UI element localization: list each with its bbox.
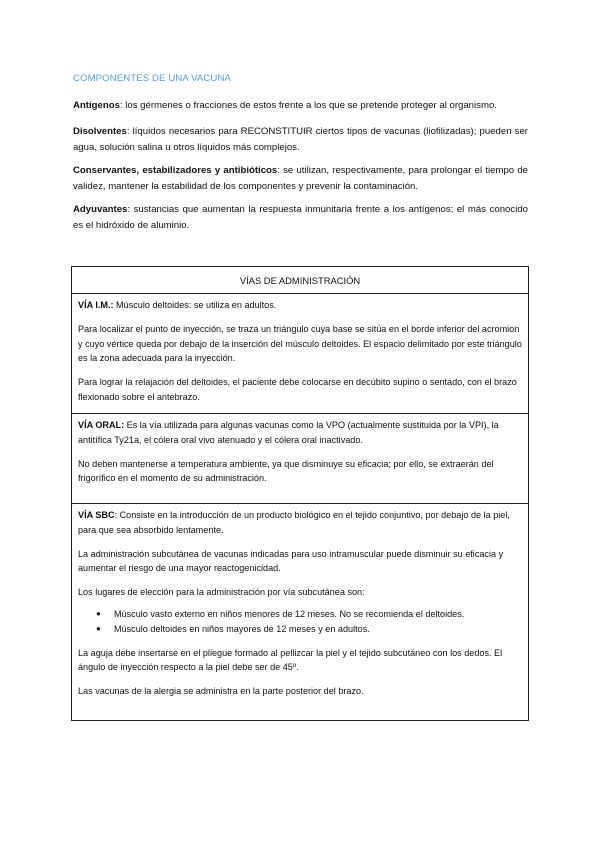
list-item-text: Músculo deltoides en niños mayores de 12 meses y en adultos.	[114, 624, 370, 635]
component-disolventes	[73, 124, 528, 155]
component-text: : líquidos necesarios para RECONSTITUIR ciertos tipos de vacunas (liofilizadas); pueden ser agua, solución salina u otros líquidos más complejos.	[73, 126, 528, 153]
component-adyuvantes	[73, 202, 528, 233]
route-im-p2: Para localizar el punto de inyección, se traza un triángulo cuya base se sitúa en el borde inferior del acromion y cuyo vértice queda por debajo de la inserción del músculo deltoides. El espacio delimitado por este triángulo es la zona adecuada para la inyección.	[78, 324, 522, 364]
route-im-intro	[78, 298, 522, 313]
route-sbc-p3: Los lugares de elección para la administración por vía subcutánea son:	[78, 587, 365, 598]
section-heading: COMPONENTES DE UNA VACUNA	[73, 73, 231, 84]
route-oral-term: VÍA ORAL:	[78, 420, 125, 430]
component-text: : se utilizan, respectivamente, para prolongar el tiempo de validez, mantener la estabilidad de los componentes y prevenir la contaminación.	[73, 165, 528, 192]
route-sbc-p4: La aguja debe insertarse en el pliegue formado al pellizcar la piel y el tejido subcutáneo con los dedos. El ángulo de inyección respecto a la piel debe ser de 45º.	[78, 647, 503, 673]
route-sbc-cell	[72, 504, 528, 720]
list-item	[78, 622, 522, 637]
list-item-text: Músculo vasto externo en niños menores de 12 meses. No se recomienda el deltoides.	[114, 609, 465, 620]
table-header: VÍAS DE ADMINISTRACIÓN	[72, 267, 528, 294]
route-sbc-intro-text: : Consiste en la introducción de un producto biológico en el tejido conjuntivo, por debajo de la piel, para que sea absorbido lentamente.	[78, 510, 510, 535]
route-oral-p2: No deben mantenerse a temperatura ambiente, ya que disminuye su eficacia; por ello, se extraerán del frigorífico en el momento de su administración.	[78, 458, 494, 484]
sites-list	[78, 607, 522, 636]
component-term: Disolventes	[73, 126, 127, 137]
route-im-p3: Para lograr la relajación del deltoides, el paciente debe colocarse en decúbito supino o sentado, con el brazo flexionado sobre el antebrazo.	[78, 377, 517, 402]
route-im-term: VÍA I.M.:	[78, 300, 114, 310]
route-sbc-p2: La administración subcutánea de vacunas indicadas para uso intramuscular puede disminuir su eficacia y aumentar el riesgo de una mayor reactogenicidad.	[78, 548, 504, 574]
route-oral-cell	[72, 414, 528, 504]
route-oral-intro	[78, 418, 522, 447]
component-term: Conservantes, estabilizadores y antibióticos	[73, 165, 278, 176]
route-im-intro-text: Músculo deltoides: se utiliza en adultos.	[113, 300, 277, 310]
component-text: : los gérmenes o fracciones de estos frente a los que se pretende proteger al organismo.	[119, 100, 497, 111]
route-sbc-term: VÍA SBC	[78, 510, 115, 520]
routes-table	[71, 266, 529, 721]
component-term: Antígenos	[73, 100, 120, 111]
route-sbc-intro	[78, 508, 522, 537]
route-sbc-p5: Las vacunas de la alergia se administra en la parte posterior del brazo.	[78, 686, 364, 697]
bullet-icon: ●	[96, 609, 101, 619]
bullet-icon: ●	[96, 624, 101, 634]
component-antigenos	[73, 98, 528, 114]
component-term: Adyuvantes	[73, 204, 128, 215]
component-text: : sustancias que aumentan la respuesta inmunitaria frente a los antígenos; el más conocido es el hidróxido de aluminio.	[73, 204, 528, 231]
route-oral-intro-text: Es la vía utilizada para algunas vacunas como la VPO (actualmente sustituida por la VPI), la antitífica Ty21a, el cólera oral vivo atenuado y el cólera oral inactivado.	[78, 420, 499, 445]
list-item	[78, 607, 522, 622]
route-im-cell	[72, 294, 528, 414]
component-conservantes	[73, 163, 528, 194]
